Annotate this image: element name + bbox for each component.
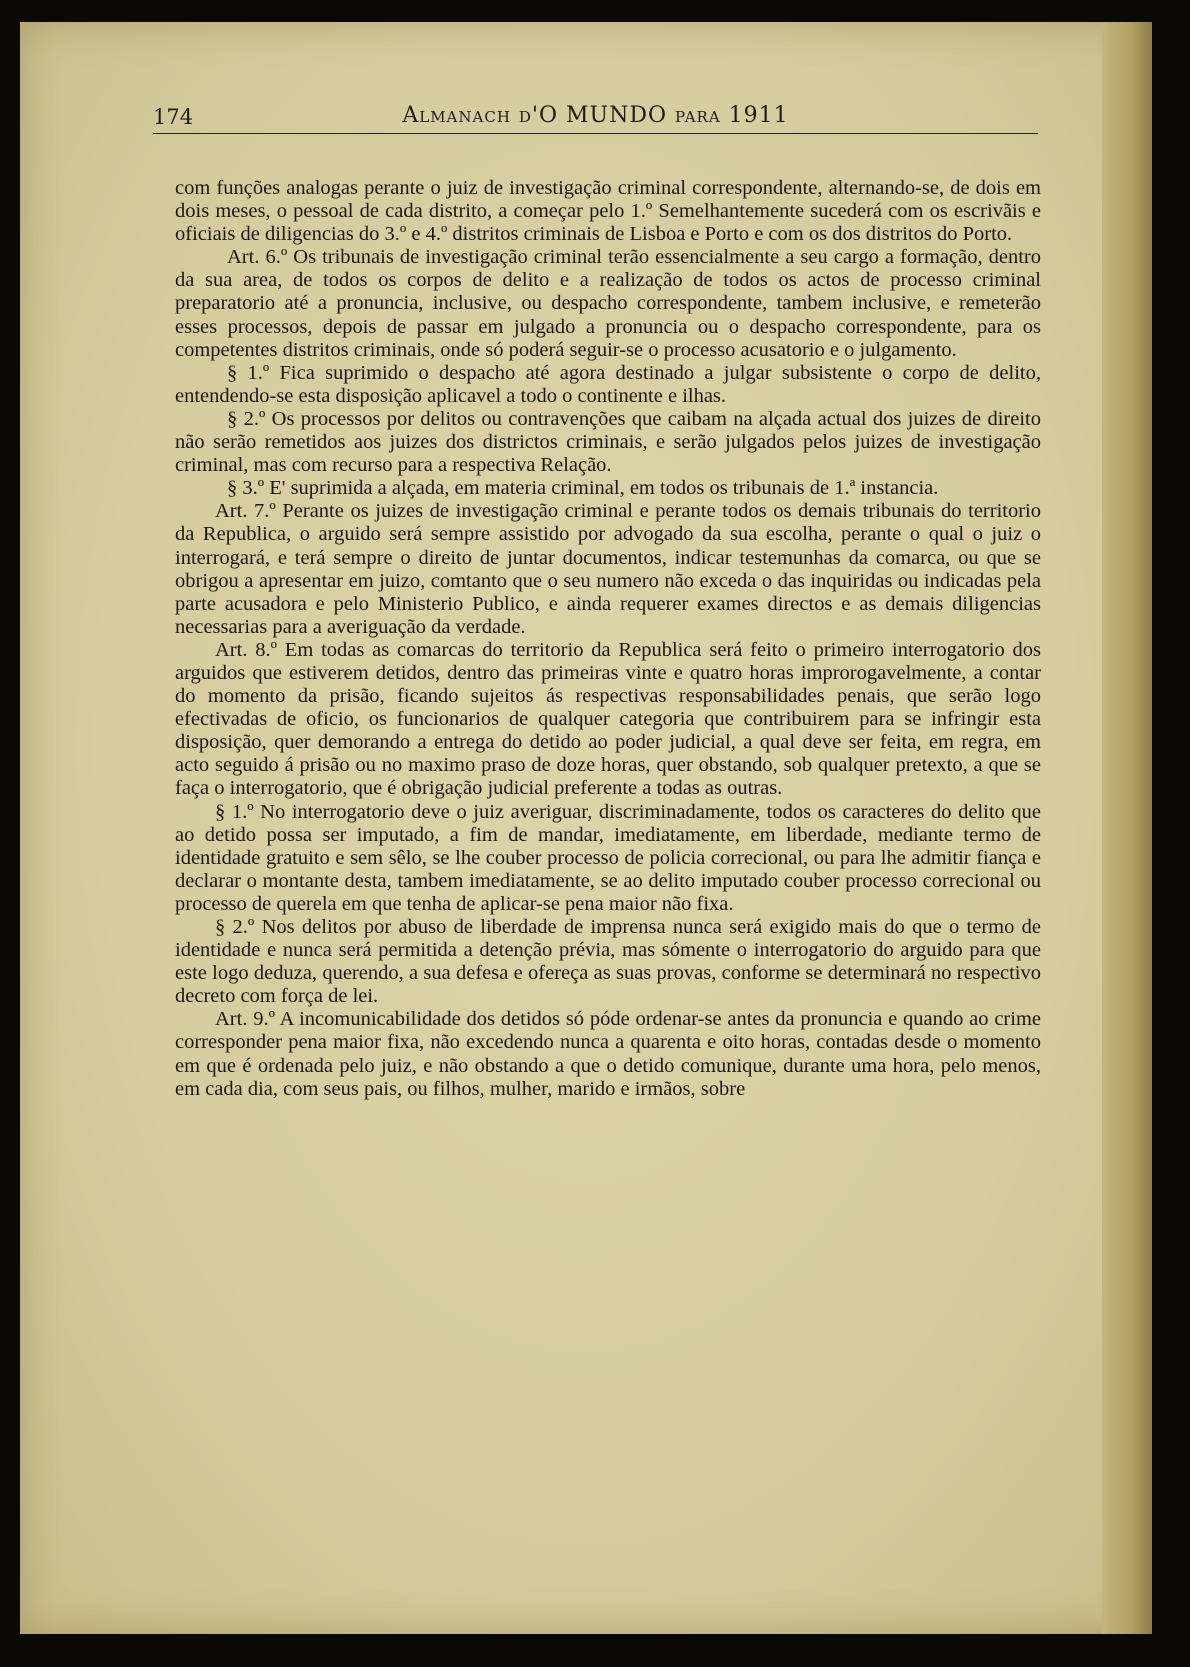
- running-title: Almanach d'O MUNDO para 1911: [402, 103, 789, 128]
- paragraph-art-7: Art. 7.º Perante os juizes de investigação criminal e perante todos os demais tribunais do territorio da Republica, o arguido será sempre assistido por advogado da sua escolha, perante o qual o juiz o interrogará, e terá sempre o direito de juntar documentos, indicar testemunhas da comarca, ou que se obrigou a apresentar em juizo, comtanto que o seu numero não exceda o das inquiridas ou indicadas pela parte acusadora e pelo Ministerio Publico, e ainda requerer exames directos e as demais diligencias necessarias para a averiguação da verdade.: [175, 500, 1041, 638]
- paragraph-art-6-s2: § 2.º Os processos por delitos ou contravenções que caibam na alçada actual dos juizes de direito não serão remetidos aos juizes dos districtos criminais, e serão julgados pelos juizes de investigação criminal, mas com recurso para a respectiva Relação.: [175, 407, 1041, 477]
- paragraph-art-6-s1: § 1.º Fica suprimido o despacho até agora destinado a julgar subsistente o corpo de delito, entendendo-se esta disposição aplicavel a todo o continente e ilhas.: [175, 361, 1041, 407]
- body-text: [175, 177, 1041, 1101]
- paragraph-art-8: Art. 8.º Em todas as comarcas do territorio da Republica será feito o primeiro interrogatorio dos arguidos que estiverem detidos, dentro das primeiras vinte e quatro horas improrogavelmente, a contar do momento da prisão, ficando sujeitos ás respectivas responsabilidades penais, que serão logo efectivadas de oficio, os funcionarios de qualquer categoria que contribuirem para se infringir esta disposição, quer demorando a entrega do detido ao poder judicial, a qual deve ser feita, em regra, em acto seguido á prisão ou no maximo praso de doze horas, quer obstando, sob qualquer pretexto, a que se faça o interrogatorio, que é obrigação judicial preferente a todas as outras.: [175, 638, 1041, 800]
- paragraph-art-8-s1: § 1.º No interrogatorio deve o juiz averiguar, discriminadamente, todos os caracteres do delito que ao detido possa ser imputado, a fim de mandar, imediatamente, em liberdade, mediante termo de identidade gratuito e sem sêlo, se lhe couber processo de policia correcional, ou para lhe admitir fiança e declarar o montante desta, tambem imediatamente, se ao delito imputado couber processo correcional ou processo de querela em que tenha de aplicar-se pena maior não fixa.: [175, 800, 1041, 915]
- page-header: [153, 99, 1038, 134]
- page-number: 174: [153, 105, 194, 129]
- paragraph-art-8-s2: § 2.º Nos delitos por abuso de liberdade de imprensa nunca será exigido mais do que o termo de identidade e nunca será permitida a detenção prévia, mas sómente o interrogatorio do arguido para que este logo deduza, querendo, a sua defesa e ofereça as suas provas, conforme se determinará no respectivo decreto com força de lei.: [175, 916, 1041, 1008]
- paragraph-continuation: com funções analogas perante o juiz de investigação criminal correspondente, alternando-se, de dois em dois meses, o pessoal de cada distrito, a começar pelo 1.º Semelhantemente sucederá com os escrivãis e oficiais de diligencias do 3.º e 4.º distritos criminais de Lisboa e Porto e com os dos distritos do Porto.: [175, 177, 1041, 246]
- paragraph-art-6: Art. 6.º Os tribunais de investigação criminal terão essencialmente a seu cargo a formação, dentro da sua area, de todos os corpos de delito e a realização de todos os actos de processo criminal preparatorio até a pronuncia, inclusive, ou despacho correspondente, tambem inclusive, e remeterão esses processos, depois de passar em julgado a pronuncia ou o despacho correspondente, para os competentes distritos criminais, onde só poderá seguir-se o processo acusatorio e o julgamento.: [175, 246, 1041, 361]
- page-edge: [1102, 22, 1152, 1634]
- paragraph-art-6-s3: § 3.º E' suprimida a alçada, em materia criminal, em todos os tribunais de 1.ª instancia.: [227, 477, 939, 500]
- paragraph-art-9: Art. 9.º A incomunicabilidade dos detidos só póde ordenar-se antes da pronuncia e quando ao crime corresponder pena maior fixa, não excedendo nunca a quarenta e oito horas, contadas desde o momento em que é ordenada pelo juiz, e não obstando a que o detido comunique, durante uma hora, pelo menos, em cada dia, com seus pais, ou filhos, mulher, marido e irmãos, sobre: [175, 1008, 1041, 1100]
